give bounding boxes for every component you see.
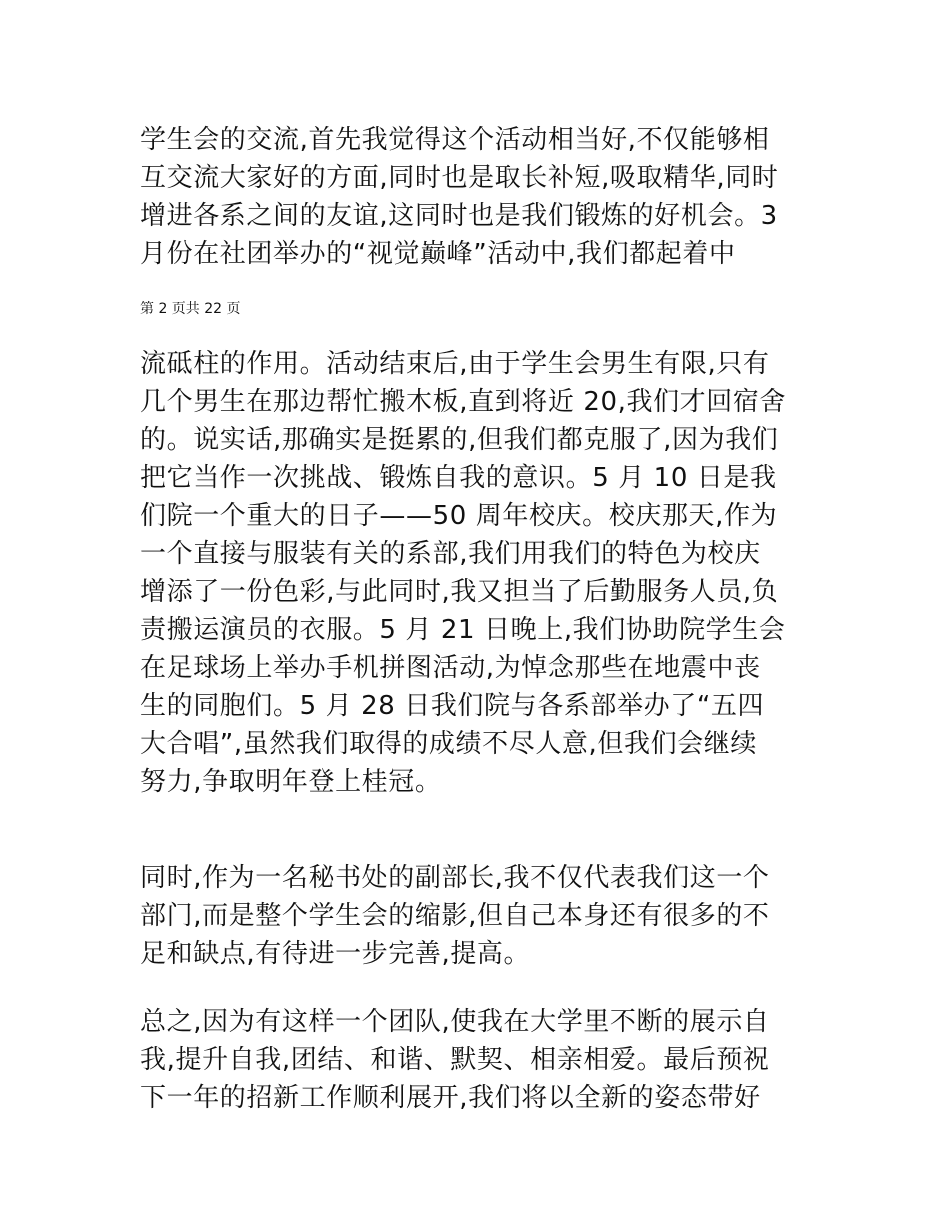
text-line: 几个男生在那边帮忙搬木板,直到将近 20,我们才回宿舍 xyxy=(140,387,787,417)
text-line: 把它当作一次挑战、锻炼自我的意识。5 月 10 日是我 xyxy=(140,463,777,493)
text-line: 生的同胞们。5 月 28 日我们院与各系部举办了“五四 xyxy=(140,691,765,721)
text-line: 流砥柱的作用。活动结束后,由于学生会男生有限,只有 xyxy=(140,349,770,379)
text-line: 部门,而是整个学生会的缩影,但自己本身还有很多的不 xyxy=(140,901,770,931)
text-line: 一个直接与服装有关的系部,我们用我们的特色为校庆 xyxy=(140,539,761,569)
text-line: 我,提升自我,团结、和谐、默契、相亲相爱。最后预祝 xyxy=(140,1045,770,1075)
text-line: 学生会的交流,首先我觉得这个活动相当好,不仅能够相 xyxy=(140,125,770,155)
text-line: 足和缺点,有待进一步完善,提高。 xyxy=(140,939,531,969)
text-line: 责搬运演员的衣服。5 月 21 日晚上,我们协助院学生会 xyxy=(140,615,786,645)
text-line: 月份在社团举办的“视觉巅峰”活动中,我们都起着中 xyxy=(140,239,736,269)
text-line: 大合唱”,虽然我们取得的成绩不尽人意,但我们会继续 xyxy=(140,729,757,759)
paragraph-4 xyxy=(140,1003,820,1117)
paragraph-1 xyxy=(140,121,820,273)
text-line: 们院一个重大的日子——50 周年校庆。校庆那天,作为 xyxy=(140,501,778,531)
page-number-footer: 第 2 页共 22 页 xyxy=(140,301,241,317)
text-line: 总之,因为有这样一个团队,使我在大学里不断的展示自 xyxy=(140,1007,770,1037)
text-line: 增进各系之间的友谊,这同时也是我们锻炼的好机会。3 xyxy=(140,201,778,231)
text-line: 的。说实话,那确实是挺累的,但我们都克服了,因为我们 xyxy=(140,425,779,455)
text-line: 下一年的招新工作顺利展开,我们将以全新的姿态带好 xyxy=(140,1083,761,1113)
paragraph-3 xyxy=(140,859,820,973)
paragraph-2 xyxy=(140,345,820,801)
text-line: 互交流大家好的方面,同时也是取长补短,吸取精华,同时 xyxy=(140,163,779,193)
text-line: 同时,作为一名秘书处的副部长,我不仅代表我们这一个 xyxy=(140,863,770,893)
text-line: 增添了一份色彩,与此同时,我又担当了后勤服务人员,负 xyxy=(140,577,779,607)
text-line: 在足球场上举办手机拼图活动,为悼念那些在地震中丧 xyxy=(140,653,761,683)
text-line: 努力,争取明年登上桂冠。 xyxy=(140,767,442,797)
